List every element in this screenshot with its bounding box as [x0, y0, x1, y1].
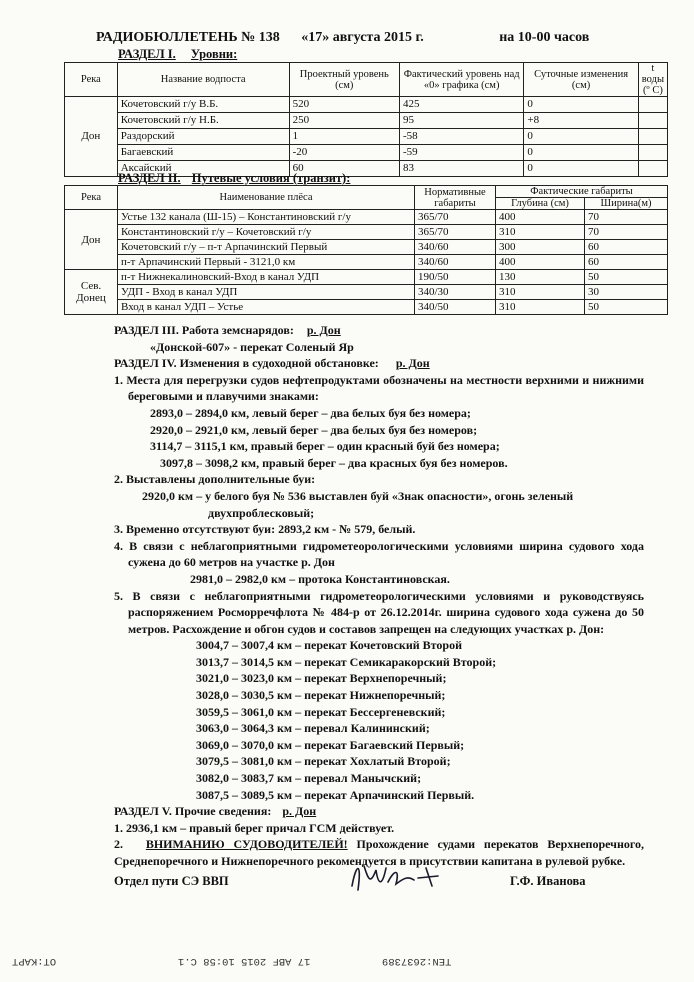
- list-item: 2981,0 – 2982,0 км – протока Константиновская.: [190, 571, 450, 586]
- section5-item-1: 1. 2936,1 км – правый берег причал ГСМ действует.: [114, 820, 395, 835]
- item-4: 4. В связи с неблагоприятными гидрометеорологическими условиями ширина судового хода сужена до 60 метров на участке р. Дон: [114, 538, 644, 570]
- list-item: 3069,0 – 3070,0 км – перекат Багаевский Первый;: [196, 737, 465, 752]
- fax-phone: TEN:2637389: [382, 955, 452, 967]
- section3-heading: РАЗДЕЛ III. Работа земснарядов: р. Дон: [114, 323, 341, 337]
- fax-footer: [0, 955, 694, 975]
- section5-item-2: 2. ВНИМАНИЮ СУДОВОДИТЕЛЕЙ! Прохождение судами перекатов Верхнепоречного, Среднепоречного и Нижнепоречного рекомендуется в присутствии капитана в рулевой рубке.: [114, 837, 645, 868]
- section5-heading: РАЗДЕЛ V. Прочие сведения: р. Дон: [114, 804, 317, 819]
- table-row: Кочетовский г/у – п-т Арпачинский Первый 340/60 300 60: [65, 240, 668, 255]
- dredger-line: «Донской-607» - перекат Соленый Яр: [150, 339, 354, 354]
- list-item: 2920,0 – 2921,0 км, левый берег – два белых буя без номеров;: [150, 422, 478, 437]
- table-row: Багаевский -20 -59 0: [65, 145, 668, 161]
- section1-heading: РАЗДЕЛ I. Уровни:: [118, 47, 238, 61]
- bulletin-title: РАДИОБЮЛЛЕТЕНЬ № 138: [96, 30, 280, 45]
- levels-table: [64, 62, 668, 177]
- transit-header-row: Река Наименование плёса Нормативные габариты Фактические габариты: [65, 186, 668, 198]
- table-row: Раздорский 1 -58 0: [65, 129, 668, 145]
- table-row: Кочетовский г/у Н.Б. 250 95 +8: [65, 113, 668, 129]
- list-item: 2893,0 – 2894,0 км, левый берег – два белых буя без номера;: [150, 405, 471, 420]
- signer-name: Г.Ф. Иванова: [510, 874, 586, 888]
- list-item: 3028,0 – 3030,5 км – перекат Нижнепоречный;: [196, 688, 446, 703]
- table-row: Дон Устье 132 канала (Ш-15) – Константиновский г/у 365/70 400 70: [65, 210, 668, 225]
- table-row: УДП - Вход в канал УДП 340/30 310 30: [65, 285, 668, 300]
- table-row: Сев. Донец п-т Нижнекалиновский-Вход в канал УДП 190/50 130 50: [65, 270, 668, 285]
- fax-timestamp: 17 ABF 2015 10:58 C.1: [178, 955, 311, 967]
- river-cell: Дон: [65, 97, 118, 177]
- item-2: 2. Выставлены дополнительные буи:: [114, 472, 316, 487]
- item-3: 3. Временно отсутствуют буи: 2893,2 км - № 579, белый.: [114, 522, 416, 537]
- river-cell: Сев. Донец: [65, 270, 118, 315]
- transit-table: [64, 185, 668, 315]
- transit-subheader-row: Глубина (см) Ширина(м): [65, 198, 668, 210]
- list-item: 3079,5 – 3081,0 км – перекат Хохлатый Второй;: [196, 754, 451, 769]
- table-row: п-т Арпачинский Первый - 3121,0 км 340/60 400 60: [65, 255, 668, 270]
- bulletin-date: «17» августа 2015 г.: [301, 30, 424, 45]
- item-5: 5. В связи с неблагоприятными гидрометеорологическими условиями и руководствуясь распоряжением Росморречфлота № 484-р от 26.12.2014г. ширина судового хода сужена до 50 метров. Расхождение и обгон судов и составов запрещен на следующих участках р. Дон:: [114, 588, 644, 636]
- item-1: 1. Места для перегрузки судов нефтепродуктами обозначены на местности верхними и нижними береговыми и плавучими знаками:: [114, 372, 644, 404]
- bulletin-header: [96, 30, 599, 46]
- levels-header-row: Река Название водпоста Проектный уровень (см) Фактический уровень над «0» графика (см) Суточные изменения (см) t воды (º С): [65, 63, 668, 97]
- river-cell: Дон: [65, 210, 118, 270]
- list-item: 3114,7 – 3115,1 км, правый берег – один красный буй без номера;: [150, 439, 500, 454]
- signature-icon: [342, 856, 462, 900]
- list-item: двухпроблесковый;: [208, 505, 315, 520]
- list-item: 3059,5 – 3061,0 км – перекат Бессергеневский;: [196, 704, 446, 719]
- table-row: Вход в канал УДП – Устье 340/50 310 50: [65, 300, 668, 315]
- bulletin-body: [114, 322, 644, 870]
- list-item: 3004,7 – 3007,4 км – перекат Кочетовский Второй: [196, 638, 462, 653]
- table-row: Дон Кочетовский г/у В.Б. 520 425 0: [65, 97, 668, 113]
- list-item: 3087,5 – 3089,5 км – перекат Арпачинский Первый.: [196, 787, 475, 802]
- list-item: 3021,0 – 3023,0 км – перекат Верхнепоречный;: [196, 671, 447, 686]
- table-row: Константиновский г/у – Кочетовский г/у 365/70 310 70: [65, 225, 668, 240]
- section2-heading: РАЗДЕЛ II. Путевые условия (транзит):: [118, 171, 351, 185]
- list-item: 2920,0 км – у белого буя № 536 выставлен буй «Знак опасности», огонь зеленый: [142, 488, 574, 503]
- table-row: Аксайский 60 83 0: [65, 161, 668, 177]
- list-item: 3013,7 – 3014,5 км – перекат Семикаракорский Второй;: [196, 654, 497, 669]
- fax-sender: OT:KAPT: [12, 955, 57, 967]
- bulletin-time: на 10-00 часов: [499, 30, 590, 45]
- list-item: 3097,8 – 3098,2 км, правый берег – два красных буя без номеров.: [160, 455, 508, 470]
- list-item: 3063,0 – 3064,3 км – перевал Калининский;: [196, 721, 430, 736]
- section4-heading: РАЗДЕЛ IV. Изменения в судоходной обстановке: р. Дон: [114, 356, 430, 371]
- list-item: 3082,0 – 3083,7 км – перевал Манычский;: [196, 771, 422, 786]
- department: Отдел пути СЭ ВВП: [114, 874, 229, 888]
